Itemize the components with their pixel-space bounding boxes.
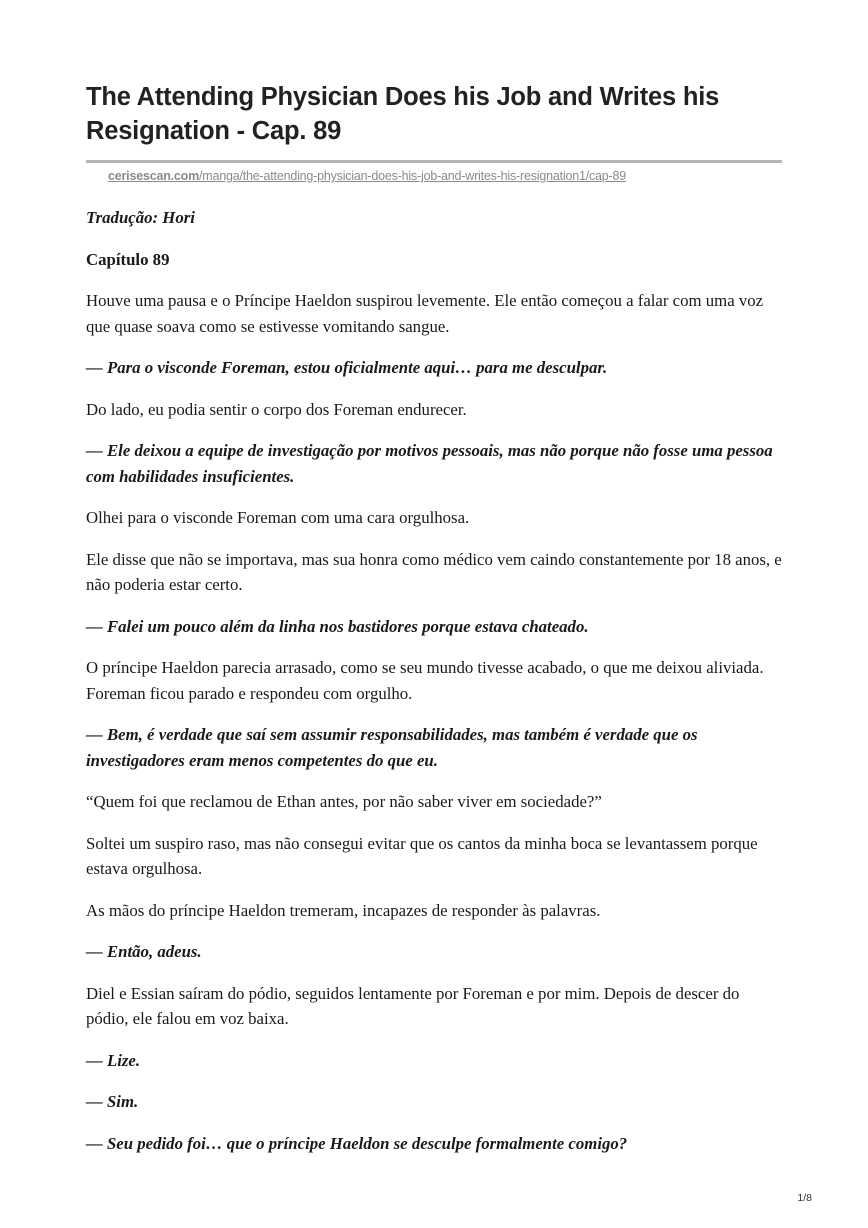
page-number: 1/8: [797, 1192, 812, 1204]
paragraph: — Ele deixou a equipe de investigação por motivos pessoais, mas não porque não fosse uma pessoa com habilidades insuficientes.: [86, 441, 773, 486]
paragraph: “Quem foi que reclamou de Ethan antes, por não saber viver em sociedade?”: [86, 792, 602, 811]
paragraph: Ele disse que não se importava, mas sua honra como médico vem caindo constantemente por 18 anos, e não poderia estar certo.: [86, 549, 782, 594]
paragraph: Diel e Essian saíram do pódio, seguidos lentamente por Foreman e por mim. Depois de descer do pódio, ele falou em voz baixa.: [86, 983, 740, 1028]
paragraph: Olhei para o visconde Foreman com uma cara orgulhosa.: [86, 508, 470, 527]
paragraph: — Bem, é verdade que saí sem assumir responsabilidades, mas também é verdade que os investigadores eram menos competentes do que eu.: [86, 725, 698, 770]
paragraph: Soltei um suspiro raso, mas não consegui evitar que os cantos da minha boca se levantassem porque estava orgulhosa.: [86, 833, 758, 878]
paragraph: As mãos do príncipe Haeldon tremeram, incapazes de responder às palavras.: [86, 900, 601, 920]
paragraph: Do lado, eu podia sentir o corpo dos Foreman endurecer.: [86, 399, 467, 419]
paragraph: — Então, adeus.: [86, 942, 202, 961]
source-url[interactable]: [108, 169, 782, 183]
paragraph: O príncipe Haeldon parecia arrasado, como se seu mundo tivesse acabado, o que me deixou aliviada. Foreman ficou parado e respondeu com orgulho.: [86, 658, 764, 703]
paragraph: — Seu pedido foi… que o príncipe Haeldon se desculpe formalmente comigo?: [86, 1133, 628, 1153]
source-domain-link[interactable]: cerisescan.com: [108, 169, 200, 183]
paragraph: Houve uma pausa e o Príncipe Haeldon suspirou levemente. Ele então começou a falar com uma voz que quase soava como se estivesse vomitando sangue.: [86, 291, 764, 336]
source-path-link[interactable]: /manga/the-attending-physician-does-his-job-and-writes-his-resignation1/cap-89: [199, 169, 627, 183]
chapter-content: [86, 205, 782, 1156]
title-divider: [86, 160, 782, 163]
paragraph: Capítulo 89: [86, 249, 170, 269]
document-page: [86, 80, 782, 1172]
paragraph: Tradução: Hori: [86, 208, 195, 227]
paragraph: — Para o visconde Foreman, estou oficialmente aqui… para me desculpar.: [86, 358, 608, 377]
paragraph: — Sim.: [86, 1092, 139, 1111]
paragraph: — Lize.: [86, 1050, 141, 1070]
paragraph: — Falei um pouco além da linha nos bastidores porque estava chateado.: [86, 616, 589, 636]
document-title: The Attending Physician Does his Job and Writes his Resignation - Cap. 89: [86, 83, 720, 145]
